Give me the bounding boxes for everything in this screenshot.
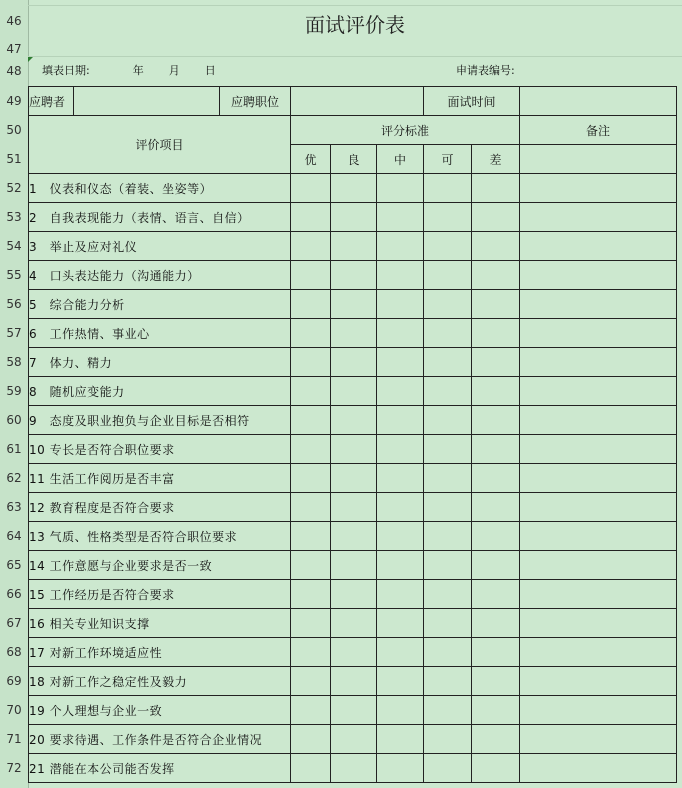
fill-date-field[interactable] bbox=[42, 60, 216, 82]
table-row bbox=[29, 551, 677, 580]
grade-fair-cell[interactable] bbox=[424, 174, 472, 203]
grade-good-cell[interactable] bbox=[331, 261, 377, 290]
form-title[interactable]: 面试评价表 bbox=[305, 13, 405, 37]
evaluation-item-label: 1 仪表和仪态（着装、坐姿等） bbox=[29, 174, 291, 203]
table-row bbox=[29, 609, 677, 638]
position-label: 应聘职位 bbox=[220, 87, 291, 116]
grade-average-cell[interactable] bbox=[377, 377, 424, 406]
grade-fair-cell[interactable] bbox=[424, 348, 472, 377]
grade-excellent-cell[interactable] bbox=[291, 725, 331, 754]
row-number[interactable]: 68 bbox=[6, 644, 22, 659]
grade-good-cell[interactable] bbox=[331, 609, 377, 638]
evaluation-item-label: 18 对新工作之稳定性及毅力 bbox=[29, 667, 291, 696]
remarks-cell[interactable] bbox=[520, 203, 677, 232]
grade-good-cell[interactable] bbox=[331, 696, 377, 725]
remarks-cell[interactable] bbox=[520, 696, 677, 725]
year-label: 年 bbox=[132, 64, 144, 77]
grade-excellent-cell[interactable] bbox=[291, 696, 331, 725]
grade-excellent-cell[interactable] bbox=[291, 261, 331, 290]
grade-excellent-cell[interactable] bbox=[291, 406, 331, 435]
grade-fair-cell[interactable] bbox=[424, 696, 472, 725]
grade-excellent-cell[interactable] bbox=[291, 580, 331, 609]
table-row bbox=[29, 435, 677, 464]
remarks-cell[interactable] bbox=[520, 232, 677, 261]
evaluation-item-label: 11 生活工作阅历是否丰富 bbox=[29, 464, 291, 493]
evaluation-item-label: 21 潜能在本公司能否发挥 bbox=[29, 754, 291, 783]
grade-average-cell[interactable] bbox=[377, 667, 424, 696]
remarks-cell[interactable] bbox=[520, 435, 677, 464]
grade-average-cell[interactable] bbox=[377, 174, 424, 203]
table-row bbox=[29, 493, 677, 522]
table-row bbox=[29, 667, 677, 696]
evaluation-item-label: 4 口头表达能力（沟通能力） bbox=[29, 261, 291, 290]
scoring-standard-header: 评分标准 bbox=[291, 116, 520, 145]
grade-good-cell[interactable] bbox=[331, 493, 377, 522]
row-number[interactable]: 52 bbox=[6, 180, 22, 195]
grade-poor-cell[interactable] bbox=[472, 493, 520, 522]
row-number[interactable]: 48 bbox=[6, 64, 22, 78]
grade-excellent-cell[interactable] bbox=[291, 435, 331, 464]
grade-poor-cell[interactable] bbox=[472, 261, 520, 290]
grade-fair-cell[interactable] bbox=[424, 464, 472, 493]
table-row bbox=[29, 232, 677, 261]
remarks-header: 备注 bbox=[520, 116, 677, 145]
blank-row[interactable] bbox=[28, 42, 682, 57]
day-label: 日 bbox=[204, 64, 216, 77]
grade-excellent-cell[interactable] bbox=[291, 319, 331, 348]
grade-fair-header: 可 bbox=[424, 145, 472, 174]
grade-good-cell[interactable] bbox=[331, 406, 377, 435]
grade-good-cell[interactable] bbox=[331, 464, 377, 493]
grade-excellent-cell[interactable] bbox=[291, 232, 331, 261]
evaluation-item-label: 3 举止及应对礼仪 bbox=[29, 232, 291, 261]
interview-time-label: 面试时间 bbox=[424, 87, 520, 116]
grade-poor-cell[interactable] bbox=[472, 725, 520, 754]
grade-good-cell[interactable] bbox=[331, 174, 377, 203]
row-number[interactable]: 66 bbox=[6, 586, 22, 601]
table-row bbox=[29, 290, 677, 319]
row-number[interactable]: 72 bbox=[6, 760, 22, 775]
grade-average-cell[interactable] bbox=[377, 348, 424, 377]
column-header-strip bbox=[28, 0, 682, 6]
grade-poor-cell[interactable] bbox=[472, 551, 520, 580]
remarks-cell[interactable] bbox=[520, 290, 677, 319]
grade-average-cell[interactable] bbox=[377, 754, 424, 783]
row-number[interactable]: 63 bbox=[6, 499, 22, 514]
table-row bbox=[29, 261, 677, 290]
grade-excellent-cell[interactable] bbox=[291, 348, 331, 377]
grade-average-cell[interactable] bbox=[377, 290, 424, 319]
grade-poor-cell[interactable] bbox=[472, 319, 520, 348]
remarks-cell[interactable] bbox=[520, 754, 677, 783]
row-number[interactable]: 46 bbox=[6, 14, 22, 28]
row-number[interactable]: 53 bbox=[6, 209, 22, 224]
grade-good-cell[interactable] bbox=[331, 232, 377, 261]
grade-average-cell[interactable] bbox=[377, 638, 424, 667]
row-number[interactable]: 65 bbox=[6, 557, 22, 572]
remarks-cell[interactable] bbox=[520, 522, 677, 551]
remarks-cell[interactable] bbox=[520, 667, 677, 696]
grade-average-cell[interactable] bbox=[377, 406, 424, 435]
row-number[interactable]: 56 bbox=[6, 296, 22, 311]
remarks-cell[interactable] bbox=[520, 406, 677, 435]
row-number[interactable]: 54 bbox=[6, 238, 22, 253]
grade-average-cell[interactable] bbox=[377, 493, 424, 522]
grade-good-cell[interactable] bbox=[331, 435, 377, 464]
row-number[interactable]: 57 bbox=[6, 325, 22, 340]
remarks-cell[interactable] bbox=[520, 377, 677, 406]
applicant-label: 应聘者 bbox=[29, 87, 74, 116]
table-row bbox=[29, 725, 677, 754]
grade-excellent-cell[interactable] bbox=[291, 464, 331, 493]
row-number[interactable]: 49 bbox=[6, 93, 22, 108]
grade-poor-cell[interactable] bbox=[472, 377, 520, 406]
grade-fair-cell[interactable] bbox=[424, 551, 472, 580]
grade-fair-cell[interactable] bbox=[424, 435, 472, 464]
row-number[interactable]: 61 bbox=[6, 441, 22, 456]
grade-fair-cell[interactable] bbox=[424, 580, 472, 609]
grade-excellent-cell[interactable] bbox=[291, 290, 331, 319]
row-number[interactable]: 69 bbox=[6, 673, 22, 688]
remarks-cell[interactable] bbox=[520, 493, 677, 522]
grade-good-cell[interactable] bbox=[331, 667, 377, 696]
grade-poor-cell[interactable] bbox=[472, 435, 520, 464]
evaluation-item-label: 13 气质、性格类型是否符合职位要求 bbox=[29, 522, 291, 551]
grade-fair-cell[interactable] bbox=[424, 203, 472, 232]
remarks-cell[interactable] bbox=[520, 348, 677, 377]
evaluation-table bbox=[28, 86, 677, 783]
grade-poor-header: 差 bbox=[472, 145, 520, 174]
grade-average-cell[interactable] bbox=[377, 551, 424, 580]
grade-fair-cell[interactable] bbox=[424, 290, 472, 319]
remarks-cell[interactable] bbox=[520, 580, 677, 609]
evaluation-item-label: 10 专长是否符合职位要求 bbox=[29, 435, 291, 464]
evaluation-item-label: 8 随机应变能力 bbox=[29, 377, 291, 406]
grade-poor-cell[interactable] bbox=[472, 174, 520, 203]
grade-good-cell[interactable] bbox=[331, 377, 377, 406]
grade-good-cell[interactable] bbox=[331, 580, 377, 609]
row-number[interactable]: 47 bbox=[6, 42, 22, 56]
grade-average-cell[interactable] bbox=[377, 464, 424, 493]
grade-fair-cell[interactable] bbox=[424, 493, 472, 522]
grade-poor-cell[interactable] bbox=[472, 667, 520, 696]
grade-fair-cell[interactable] bbox=[424, 232, 472, 261]
grade-good-cell[interactable] bbox=[331, 638, 377, 667]
grade-fair-cell[interactable] bbox=[424, 261, 472, 290]
table-row bbox=[29, 174, 677, 203]
row-number[interactable]: 60 bbox=[6, 412, 22, 427]
grade-excellent-cell[interactable] bbox=[291, 754, 331, 783]
row-number[interactable]: 71 bbox=[6, 731, 22, 746]
grade-average-cell[interactable] bbox=[377, 261, 424, 290]
row-number[interactable]: 70 bbox=[6, 702, 22, 717]
grade-poor-cell[interactable] bbox=[472, 348, 520, 377]
remarks-cell[interactable] bbox=[520, 174, 677, 203]
grade-fair-cell[interactable] bbox=[424, 377, 472, 406]
remarks-subheader-cell[interactable] bbox=[520, 145, 677, 174]
grade-good-cell[interactable] bbox=[331, 203, 377, 232]
remarks-cell[interactable] bbox=[520, 551, 677, 580]
remarks-cell[interactable] bbox=[520, 725, 677, 754]
grade-average-cell[interactable] bbox=[377, 725, 424, 754]
application-no-label: 申请表编号: bbox=[456, 64, 515, 77]
evaluation-item-label: 9 态度及职业抱负与企业目标是否相符 bbox=[29, 406, 291, 435]
grade-poor-cell[interactable] bbox=[472, 203, 520, 232]
interview-time-input-cell[interactable] bbox=[520, 87, 677, 116]
row-number[interactable]: 58 bbox=[6, 354, 22, 369]
evaluation-item-label: 15 工作经历是否符合要求 bbox=[29, 580, 291, 609]
evaluation-item-label: 5 综合能力分析 bbox=[29, 290, 291, 319]
grade-excellent-cell[interactable] bbox=[291, 203, 331, 232]
row-header-column bbox=[0, 0, 29, 788]
row-number[interactable]: 50 bbox=[6, 122, 22, 137]
row-number[interactable]: 67 bbox=[6, 615, 22, 630]
remarks-cell[interactable] bbox=[520, 609, 677, 638]
grade-average-cell[interactable] bbox=[377, 203, 424, 232]
evaluation-item-label: 7 体力、精力 bbox=[29, 348, 291, 377]
grade-average-cell[interactable] bbox=[377, 696, 424, 725]
table-row bbox=[29, 580, 677, 609]
grade-excellent-cell[interactable] bbox=[291, 609, 331, 638]
table-row bbox=[29, 377, 677, 406]
fill-date-label: 填表日期: bbox=[42, 64, 90, 77]
grade-excellent-cell[interactable] bbox=[291, 667, 331, 696]
grade-fair-cell[interactable] bbox=[424, 609, 472, 638]
grade-good-cell[interactable] bbox=[331, 754, 377, 783]
evaluation-item-label: 17 对新工作环境适应性 bbox=[29, 638, 291, 667]
grade-fair-cell[interactable] bbox=[424, 667, 472, 696]
row-number[interactable]: 55 bbox=[6, 267, 22, 282]
grade-good-cell[interactable] bbox=[331, 348, 377, 377]
grade-average-cell[interactable] bbox=[377, 435, 424, 464]
table-row bbox=[29, 754, 677, 783]
grade-excellent-cell[interactable] bbox=[291, 377, 331, 406]
evaluation-item-label: 19 个人理想与企业一致 bbox=[29, 696, 291, 725]
position-input-cell[interactable] bbox=[291, 87, 424, 116]
table-row bbox=[29, 638, 677, 667]
grade-fair-cell[interactable] bbox=[424, 754, 472, 783]
row-number[interactable]: 51 bbox=[6, 151, 22, 166]
evaluation-item-label: 16 相关专业知识支撑 bbox=[29, 609, 291, 638]
grade-average-cell[interactable] bbox=[377, 522, 424, 551]
grade-good-cell[interactable] bbox=[331, 725, 377, 754]
grade-average-cell[interactable] bbox=[377, 232, 424, 261]
grade-excellent-cell[interactable] bbox=[291, 174, 331, 203]
grade-excellent-cell[interactable] bbox=[291, 551, 331, 580]
table-row bbox=[29, 203, 677, 232]
grade-poor-cell[interactable] bbox=[472, 522, 520, 551]
table-row bbox=[29, 464, 677, 493]
grade-poor-cell[interactable] bbox=[472, 696, 520, 725]
table-row bbox=[29, 522, 677, 551]
grade-fair-cell[interactable] bbox=[424, 406, 472, 435]
evaluation-item-header: 评价项目 bbox=[29, 116, 291, 174]
evaluation-item-rows bbox=[29, 174, 677, 783]
grade-excellent-cell[interactable] bbox=[291, 522, 331, 551]
grade-fair-cell[interactable] bbox=[424, 319, 472, 348]
grade-excellent-header: 优 bbox=[291, 145, 331, 174]
grade-average-cell[interactable] bbox=[377, 580, 424, 609]
grade-fair-cell[interactable] bbox=[424, 522, 472, 551]
row-number[interactable]: 64 bbox=[6, 528, 22, 543]
grade-good-cell[interactable] bbox=[331, 522, 377, 551]
remarks-cell[interactable] bbox=[520, 319, 677, 348]
grade-average-cell[interactable] bbox=[377, 609, 424, 638]
row-number[interactable]: 59 bbox=[6, 383, 22, 398]
grade-poor-cell[interactable] bbox=[472, 609, 520, 638]
grade-average-header: 中 bbox=[377, 145, 424, 174]
grade-poor-cell[interactable] bbox=[472, 464, 520, 493]
table-row bbox=[29, 696, 677, 725]
grade-poor-cell[interactable] bbox=[472, 406, 520, 435]
table-row bbox=[29, 319, 677, 348]
grade-poor-cell[interactable] bbox=[472, 754, 520, 783]
grade-poor-cell[interactable] bbox=[472, 638, 520, 667]
grade-good-cell[interactable] bbox=[331, 319, 377, 348]
grade-excellent-cell[interactable] bbox=[291, 493, 331, 522]
remarks-cell[interactable] bbox=[520, 638, 677, 667]
grade-poor-cell[interactable] bbox=[472, 232, 520, 261]
grade-poor-cell[interactable] bbox=[472, 580, 520, 609]
row-number[interactable]: 62 bbox=[6, 470, 22, 485]
grade-good-cell[interactable] bbox=[331, 290, 377, 319]
grade-fair-cell[interactable] bbox=[424, 638, 472, 667]
evaluation-item-label: 14 工作意愿与企业要求是否一致 bbox=[29, 551, 291, 580]
grade-fair-cell[interactable] bbox=[424, 725, 472, 754]
table-row bbox=[29, 406, 677, 435]
grade-excellent-cell[interactable] bbox=[291, 638, 331, 667]
grade-poor-cell[interactable] bbox=[472, 290, 520, 319]
grade-average-cell[interactable] bbox=[377, 319, 424, 348]
evaluation-item-label: 6 工作热情、事业心 bbox=[29, 319, 291, 348]
evaluation-item-label: 12 教育程度是否符合要求 bbox=[29, 493, 291, 522]
evaluation-item-label: 2 自我表现能力（表情、语言、自信） bbox=[29, 203, 291, 232]
applicant-input-cell[interactable] bbox=[74, 87, 220, 116]
remarks-cell[interactable] bbox=[520, 261, 677, 290]
remarks-cell[interactable] bbox=[520, 464, 677, 493]
grade-good-header: 良 bbox=[331, 145, 377, 174]
application-no-field[interactable] bbox=[456, 60, 515, 82]
grade-good-cell[interactable] bbox=[331, 551, 377, 580]
month-label: 月 bbox=[168, 64, 180, 77]
evaluation-item-label: 20 要求待遇、工作条件是否符合企业情况 bbox=[29, 725, 291, 754]
table-row bbox=[29, 348, 677, 377]
